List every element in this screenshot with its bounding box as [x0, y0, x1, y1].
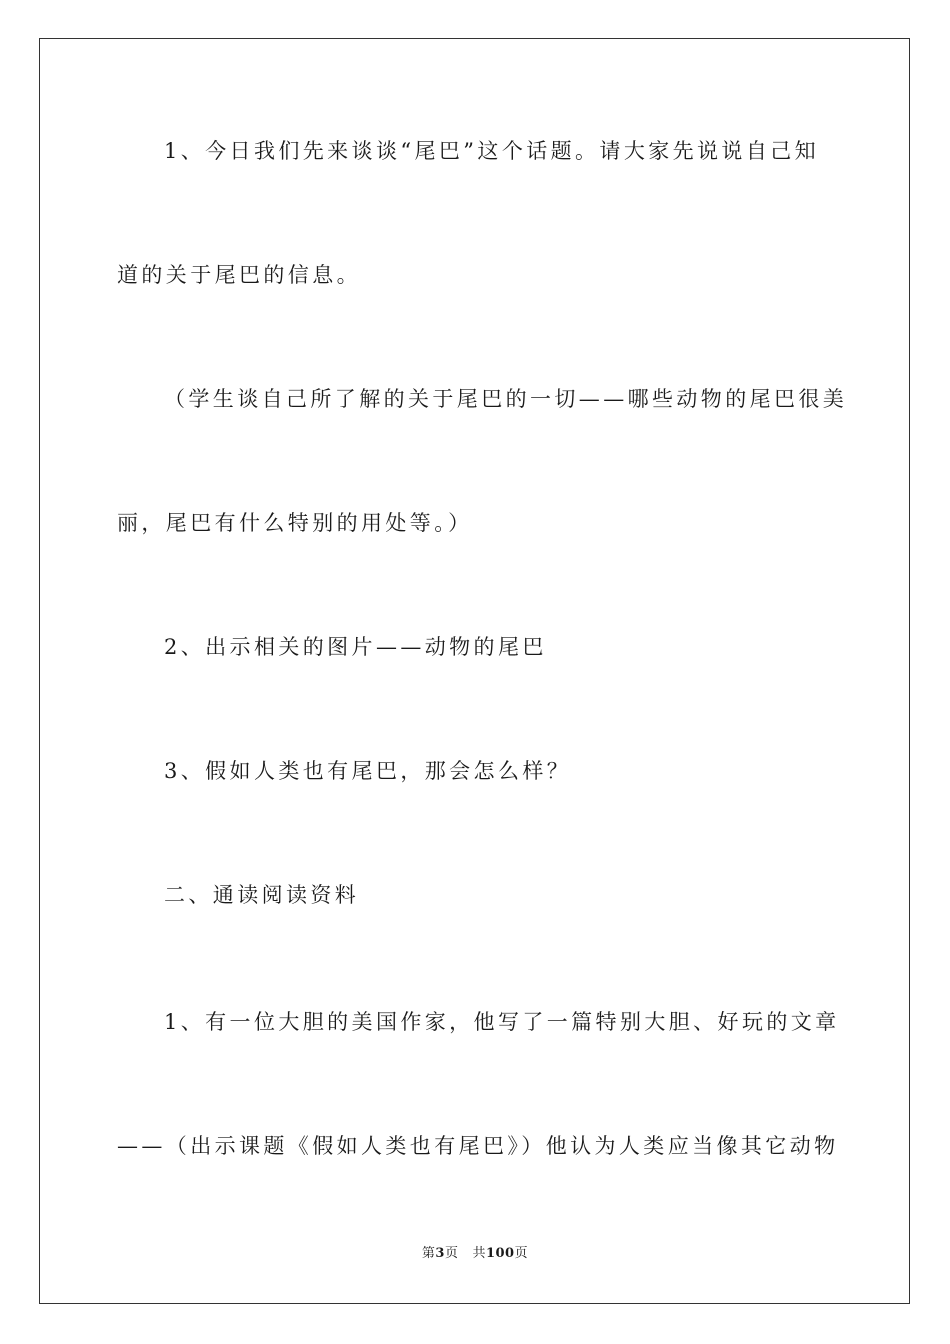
page-footer — [0, 1246, 950, 1262]
paragraph-line-8: 1、有一位大胆的美国作家，他写了一篇特别大胆、好玩的文章 — [164, 1010, 840, 1034]
footer-page-number: 3 — [435, 1246, 445, 1261]
paragraph-line-6: 3、假如人类也有尾巴，那会怎么样？ — [164, 759, 572, 783]
page-border — [39, 38, 910, 1304]
footer-page-prefix: 第 — [421, 1246, 436, 1261]
footer-total-suffix: 页 — [514, 1246, 529, 1261]
paragraph-line-1: 1、今日我们先来谈谈“尾巴”这个话题。请大家先说说自己知 — [164, 139, 820, 163]
footer-total-prefix: 共 — [472, 1246, 486, 1261]
footer-page-suffix: 页 — [444, 1246, 459, 1261]
footer-total-pages: 100 — [485, 1246, 515, 1261]
paragraph-line-3: （学生谈自己所了解的关于尾巴的一切——哪些动物的尾巴很美 — [164, 387, 848, 411]
paragraph-line-9: ——（出示课题《假如人类也有尾巴》）他认为人类应当像其它动物 — [117, 1134, 839, 1158]
section-heading: 二、通读阅读资料 — [164, 883, 360, 907]
paragraph-line-5: 2、出示相关的图片——动物的尾巴 — [164, 635, 547, 659]
paragraph-line-2: 道的关于尾巴的信息。 — [117, 263, 361, 287]
paragraph-line-4: 丽，尾巴有什么特别的用处等。） — [117, 511, 473, 535]
